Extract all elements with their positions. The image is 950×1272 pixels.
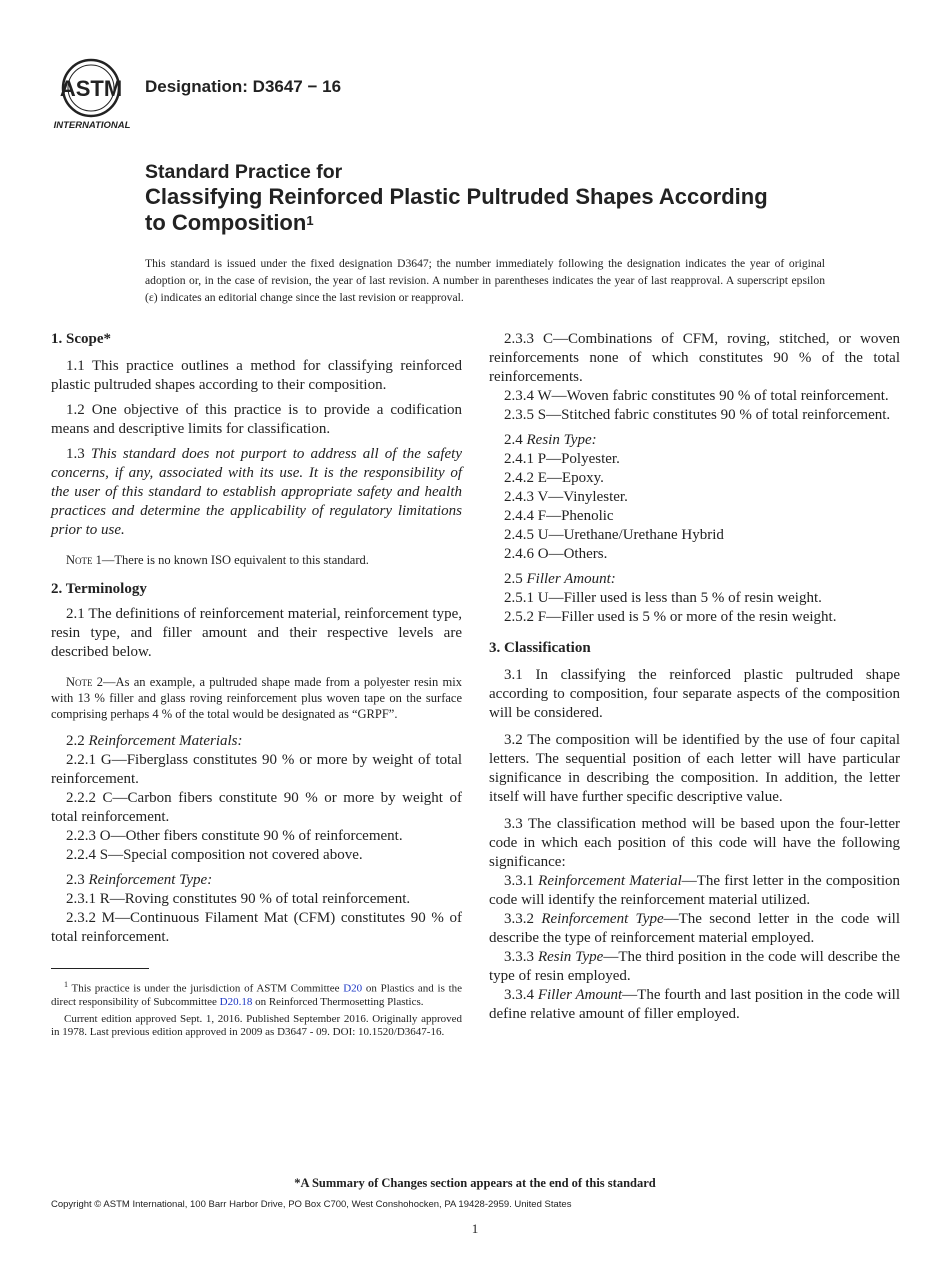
para-3-3-3-title: Resin Type — [537, 949, 604, 965]
para-2-4 — [489, 431, 900, 450]
para-3-3: 3.3 The classification method will be based upon the four-letter code in which each position of this code will have the following significance: — [489, 816, 900, 870]
note-2-text: —As an example, a pultruded shape made from a polyester resin mix with 13 % filler and glass roving reinforcement plus woven tape on the surface comprising perhaps 4 % of the total would be designated as “GRPF”. — [51, 675, 462, 721]
para-1-3-text: This standard does not purport to address all of the safety concerns, if any, associated with its use. It is the responsibility of the user of this standard to establish appropriate safety and health practices and determine the applicability of regulatory limitations prior to use. — [51, 446, 463, 538]
left-column — [51, 330, 462, 947]
para-2-5-1: 2.5.1 U—Filler used is less than 5 % of resin weight. — [504, 590, 822, 606]
para-2-3-3: 2.3.3 C—Combinations of CFM, roving, stitched, or woven reinforcements none of which constitutes 90 % of the total reinforcements. — [489, 331, 900, 385]
para-3-3-1-title: Reinforcement Material — [538, 873, 682, 889]
para-2-2-title: Reinforcement Materials: — [88, 733, 243, 749]
para-3-3-2 — [489, 910, 900, 948]
para-1-3-num: 1.3 — [66, 446, 85, 462]
footnotes — [51, 978, 462, 1039]
para-2-3 — [51, 871, 462, 890]
para-3-3-2-text: —The second letter in the code will describe the type of reinforcement material employed. — [489, 911, 900, 946]
para-3-3-3-num: 3.3.3 — [504, 949, 534, 965]
para-3-3-1-text: —The first letter in the composition code will identify the reinforcement material utilized. — [489, 873, 901, 908]
footnote-2: Current edition approved Sept. 1, 2016. Published September 2016. Originally approved in 1978. Last previous edition approved in 2009 as D3647 - 09. DOI: 10.1520/D3647-16. — [51, 1013, 462, 1039]
astm-logo-graphic — [52, 58, 134, 132]
title-footnote-mark: 1 — [306, 213, 314, 228]
note-2 — [51, 674, 462, 722]
para-3-3-4-title: Filler Amount — [537, 987, 623, 1003]
para-3-3-1-num: 3.3.1 — [504, 873, 534, 889]
para-2-4-6: 2.4.6 O—Others. — [504, 546, 608, 562]
para-3-3-2-title: Reinforcement Type — [541, 911, 664, 927]
para-2-3-title: Reinforcement Type: — [88, 872, 213, 888]
para-3-3-2-num: 3.3.2 — [504, 911, 534, 927]
para-2-5-num: 2.5 — [504, 571, 523, 587]
para-3-1: 3.1 In classifying the reinforced plastic pultruded shape according to composition, four separate aspects of the composition will be considered. — [489, 667, 900, 721]
issued-note: This standard is issued under the fixed designation D3647; the number immediately following the designation indicates the year of original adoption or, in the case of revision, the year of last revision. A number in parentheses indicates the year of last reapproval. A superscript epsilon (ε) indicates an editorial change since the last revision or reapproval. — [145, 257, 825, 304]
section-3-heading: 3. Classification — [489, 640, 591, 656]
para-2-3-num: 2.3 — [66, 872, 85, 888]
para-3-3-3 — [489, 948, 900, 986]
note-2-label: Note 2 — [66, 675, 104, 689]
para-3-3-4-num: 3.3.4 — [504, 987, 534, 1003]
footnote-rule — [51, 968, 149, 969]
para-2-4-4: 2.4.4 F—Phenolic — [504, 508, 614, 524]
para-1-2: 1.2 One objective of this practice is to provide a codification means and descriptive limits for classification. — [51, 402, 462, 437]
logo-subtext: INTERNATIONAL — [53, 120, 131, 131]
astm-logo — [52, 58, 134, 132]
para-2-4-num: 2.4 — [504, 432, 523, 448]
footnote-1-text-a: This practice is under the jurisdiction of ASTM Committee — [71, 982, 340, 995]
para-2-5-2: 2.5.2 F—Filler used is 5 % or more of the resin weight. — [504, 609, 837, 625]
para-1-1: 1.1 This practice outlines a method for classifying reinforced plastic pultruded shapes according to their composition. — [51, 358, 462, 393]
para-2-4-title: Resin Type: — [526, 432, 597, 448]
para-2-3-2: 2.3.2 M—Continuous Filament Mat (CFM) constitutes 90 % of total reinforcement. — [51, 910, 462, 945]
para-1-3 — [51, 445, 462, 540]
para-2-2-3: 2.2.3 O—Other fibers constitute 90 % of reinforcement. — [66, 828, 403, 844]
title-line-3 — [145, 210, 845, 236]
para-2-3-1: 2.3.1 R—Roving constitutes 90 % of total reinforcement. — [66, 891, 411, 907]
page-number: 1 — [471, 1221, 479, 1236]
section-2-heading: 2. Terminology — [51, 581, 147, 597]
section-1-heading: 1. Scope* — [51, 331, 111, 347]
para-3-3-4 — [489, 986, 900, 1024]
note-1-label: Note 1 — [66, 553, 102, 567]
para-3-2: 3.2 The composition will be identified by the use of four capital letters. The sequential position of each letter will have particular significance in describing the composition. In addition, the letter itself will have further specific descriptive value. — [489, 732, 900, 805]
para-2-4-2: 2.4.2 E—Epoxy. — [504, 470, 604, 486]
para-2-2 — [51, 732, 462, 751]
summary-of-changes-note: *A Summary of Changes section appears at the end of this standard — [294, 1176, 656, 1190]
note-1 — [51, 552, 462, 568]
para-3-3-1 — [489, 872, 900, 910]
para-3-3-3-text: —The third position in the code will describe the type of resin employed. — [489, 949, 900, 984]
para-2-2-2: 2.2.2 C—Carbon fibers constitute 90 % or more by weight of total reinforcement. — [51, 790, 462, 825]
note-1-text: —There is no known ISO equivalent to this standard. — [101, 553, 369, 567]
para-3-3-4-text: —The fourth and last position in the code will define relative amount of filler employed. — [489, 987, 901, 1022]
para-2-4-1: 2.4.1 P—Polyester. — [504, 451, 620, 467]
para-2-1: 2.1 The definitions of reinforcement material, reinforcement type, resin type, and filler amount and their respective levels are described below. — [51, 606, 462, 660]
footnote-1 — [51, 978, 462, 1009]
footnote-1-text-c: on Reinforced Thermosetting Plastics. — [255, 995, 424, 1008]
para-2-5-title: Filler Amount: — [526, 571, 616, 587]
footnote-1-mark: 1 — [64, 980, 68, 989]
logo-text: ASTM — [59, 76, 123, 101]
copyright: Copyright © ASTM International, 100 Barr Harbor Drive, PO Box C700, West Conshohocken, PA 19428-2959. United States — [51, 1199, 572, 1210]
para-2-4-3: 2.4.3 V—Vinylester. — [504, 489, 628, 505]
title-line-1: Standard Practice for — [145, 161, 343, 183]
para-2-4-5: 2.4.5 U—Urethane/Urethane Hybrid — [504, 527, 724, 543]
right-column — [489, 330, 900, 1024]
para-2-2-num: 2.2 — [66, 733, 85, 749]
title-line-2: Classifying Reinforced Plastic Pultruded Shapes According — [145, 184, 768, 209]
document-title — [145, 160, 845, 236]
committee-d20-link[interactable]: D20 — [343, 982, 363, 995]
title-line-3-text: to Composition — [145, 210, 307, 235]
para-2-3-5: 2.3.5 S—Stitched fabric constitutes 90 % of total reinforcement. — [504, 407, 891, 423]
para-2-5 — [489, 570, 900, 589]
footnote-1-text-b: on Plastics and is the direct responsibility of Subcommittee — [51, 982, 463, 1008]
para-2-3-4: 2.3.4 W—Woven fabric constitutes 90 % of total reinforcement. — [504, 388, 889, 404]
designation: Designation: D3647 − 16 — [145, 77, 342, 96]
para-2-2-1: 2.2.1 G—Fiberglass constitutes 90 % or more by weight of total reinforcement. — [51, 752, 462, 787]
para-2-2-4: 2.2.4 S—Special composition not covered above. — [66, 847, 363, 863]
subcommittee-d20-18-link[interactable]: D20.18 — [219, 995, 253, 1008]
